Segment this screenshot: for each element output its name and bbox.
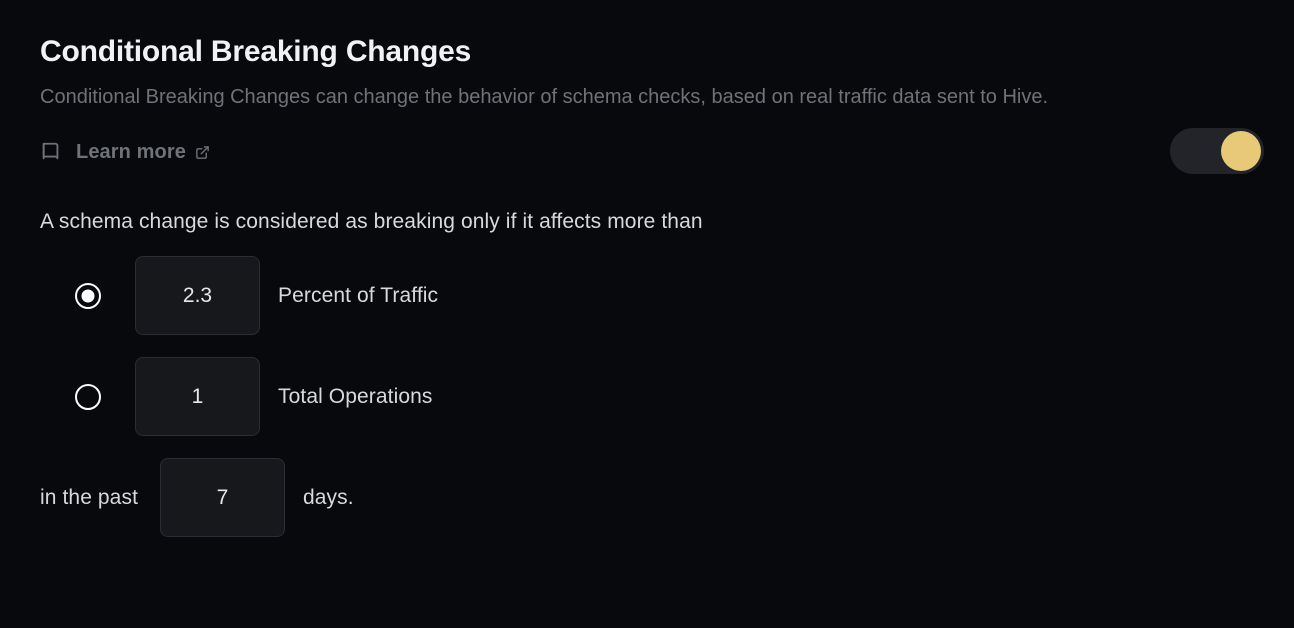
book-icon [40,140,62,164]
page-title: Conditional Breaking Changes [40,35,472,68]
total-operations-input[interactable] [135,357,260,436]
percent-of-traffic-input[interactable] [135,256,260,335]
radio-percent-of-traffic[interactable] [75,283,101,309]
radio-total-operations[interactable] [75,384,101,410]
learn-more-row[interactable] [40,140,1254,164]
period-suffix-label: days. [303,485,354,509]
percent-of-traffic-label: Percent of Traffic [278,283,439,307]
condition-intro-text: A schema change is considered as breaking only if it affects more than [40,210,703,233]
conditional-breaking-changes-toggle[interactable] [1170,128,1264,174]
period-prefix-label: in the past [40,485,138,509]
external-link-icon [200,145,210,160]
period-days-input[interactable] [160,458,285,537]
option-row-operations [40,357,1254,436]
period-row [40,458,1254,537]
learn-more-link[interactable]: Learn more [76,140,186,163]
option-row-percentage [40,256,1254,335]
toggle-knob [1221,131,1261,171]
total-operations-label: Total Operations [278,384,433,408]
section-description: Conditional Breaking Changes can change the behavior of schema checks, based on real traffic data sent to Hive. [40,86,1049,108]
